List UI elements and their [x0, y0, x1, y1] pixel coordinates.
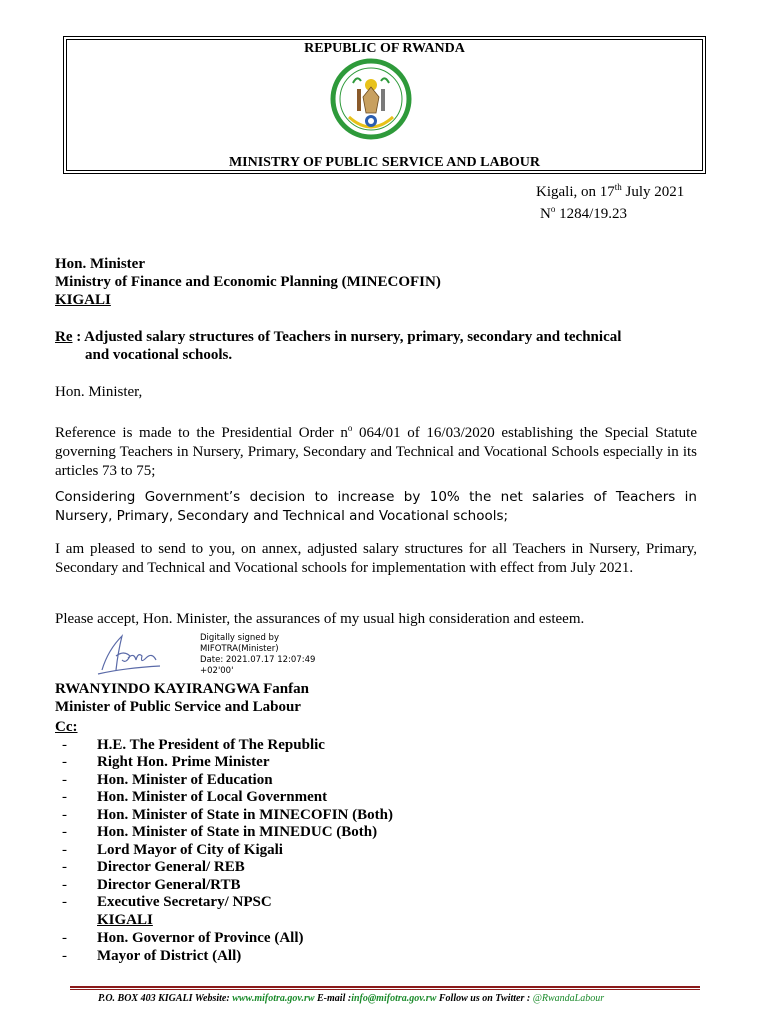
cc-item: - Hon. Minister of State in MINECOFIN (Both) [62, 807, 393, 823]
subject-line-2: and vocational schools. [85, 347, 233, 363]
paragraph-annex: I am pleased to send to you, on annex, adjusted salary structures for all Teachers in Nursery, Primary, Secondary and Technical and Vocational schools for implementation with effect from July 2021. [55, 541, 697, 576]
national-emblem-icon [329, 57, 413, 141]
twitter-link[interactable]: @RwandaLabour [532, 993, 605, 1004]
addressee-ministry: Ministry of Finance and Economic Planning (MINECOFIN) [55, 274, 441, 290]
ministry-heading: MINISTRY OF PUBLIC SERVICE AND LABOUR [228, 155, 541, 170]
website-link[interactable]: www.mifotra.gov.rw [232, 993, 315, 1004]
cc-item: - Hon. Minister of State in MINEDUC (Both) [62, 824, 378, 840]
footer-rule [70, 986, 700, 988]
cc-item: - Executive Secretary/ NPSC [62, 894, 272, 910]
cc-item: - Hon. Minister of Education [62, 772, 273, 788]
cc-item: - Director General/RTB [62, 877, 241, 893]
signatory-name: RWANYINDO KAYIRANGWA Fanfan [55, 681, 309, 697]
cc-item: - Right Hon. Prime Minister [62, 754, 270, 770]
cc-item: - H.E. The President of The Republic [62, 737, 325, 753]
cc-item: - Hon. Minister of Local Government [62, 789, 328, 805]
cc-kigali: KIGALI [97, 912, 153, 928]
footer-contact: P.O. BOX 403 KIGALI Website: www.mifotra.gov.rw E-mail :info@mifotra.gov.rw Follow us on Twitter : @RwandaLabour [98, 993, 605, 1004]
cc-item: - Hon. Governor of Province (All) [62, 930, 304, 946]
reference-number: $N^o$ 1284/19.23 [540, 204, 628, 222]
cc-item: - Director General/ REB [62, 859, 245, 875]
paragraph-considering: Considering Government’s decision to increase by 10% the net salaries of Teachers in Nursery, Primary, Secondary and Technical and Vocational schools; [55, 489, 697, 524]
digital-signature-info: Digitally signed by MIFOTRA(Minister) Date: 2021.07.17 12:07:49 +02'00' [200, 633, 316, 676]
paragraph-closing: Please accept, Hon. Minister, the assurances of my usual high consideration and esteem. [55, 611, 585, 627]
email-link[interactable]: info@mifotra.gov.rw [351, 993, 437, 1004]
salutation: Hon. Minister, [55, 384, 143, 400]
cc-label: Cc: [55, 719, 78, 735]
cc-item: - Mayor of District (All) [62, 948, 242, 964]
handwritten-signature-icon [94, 630, 166, 676]
signatory-title: Minister of Public Service and Labour [55, 699, 301, 715]
addressee-city: KIGALI [55, 292, 111, 308]
subject-line: Re : Adjusted salary structures of Teachers in nursery, primary, secondary and technical [55, 329, 622, 345]
cc-item: - Lord Mayor of City of Kigali [62, 842, 283, 858]
date-line: Kigali, on 17th July 2021 [536, 182, 685, 200]
addressee-title: Hon. Minister [55, 256, 145, 272]
footer-rule-thin [70, 989, 700, 990]
paragraph-reference: Reference is made to the Presidential Order $n^o$ 064/01 of 16/03/2020 establishing the Special Statute governing Teachers in Nursery, Primary, Secondary and Technical and Vocational Schools especially in its articles 73 to 75; [55, 423, 698, 479]
republic-heading: REPUBLIC OF RWANDA [304, 41, 465, 56]
